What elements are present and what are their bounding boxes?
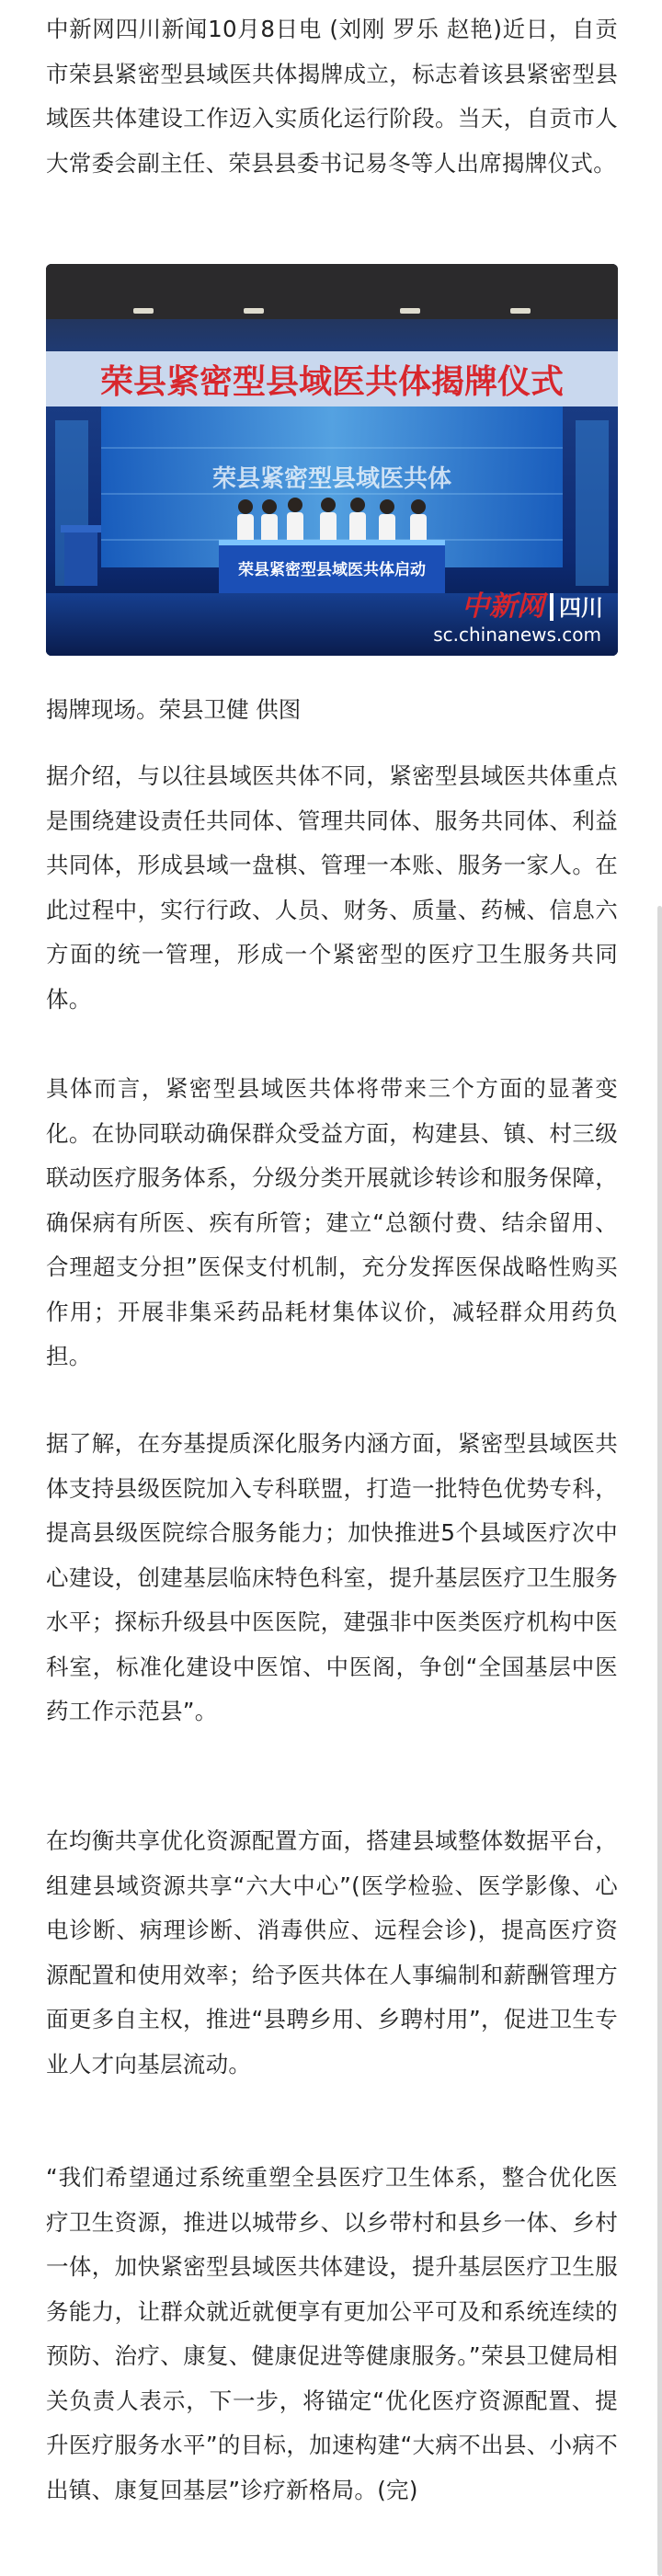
scrollbar[interactable] bbox=[657, 906, 662, 2576]
event-photo-scene bbox=[46, 264, 618, 656]
paragraph-4: 据了解，在夯基提质深化服务内涵方面，紧密型县域医共体支持县级医院加入专科联盟，打造一批特色优势专科，提高县级医院综合服务能力；加快推进5个县域医疗次中心建设，创建基层临床特色科室，提升基层医疗卫生服务水平；探标升级县中医医院，建强非中医类医疗机构中医科室，标准化建设中医馆、中医阁，争创“全国基层中医药工作示范县”。 bbox=[46, 1430, 618, 1724]
watermark-brand: 中新网 bbox=[462, 590, 544, 623]
paragraph-1: 中新网四川新闻10月8日电 (刘刚 罗乐 赵艳)近日，自贡市荣县紧密型县域医共体揭牌成立，标志着该县紧密型县域医共体建设工作迈入实质化运行阶段。当天，自贡市人大常委会副主任、荣县县委书记易冬等人出席揭牌仪式。 bbox=[46, 16, 618, 177]
paragraph-5: 在均衡共享优化资源配置方面，搭建县域整体数据平台，组建县域资源共享“六大中心”(医学检验、医学影像、心电诊断、病理诊断、消毒供应、远程会诊)，提高医疗资源配置和使用效率；给予医共体在人事编制和薪酬管理方面更多自主权，推进“县聘乡用、乡聘村用”，促进卫生专业人才向基层流动。 bbox=[46, 1827, 618, 2078]
paragraph-2: 据介绍，与以往县域医共体不同，紧密型县域医共体重点是围绕建设责任共同体、管理共同体、服务共同体、利益共同体，形成县域一盘棋、管理一本账、服务一家人。在此过程中，实行行政、人员、财务、质量、药械、信息六方面的统一管理，形成一个紧密型的医疗卫生服务共同体。 bbox=[46, 762, 618, 1013]
podium-text: 荣县紧密型县域医共体启动 bbox=[238, 561, 426, 579]
screen-text: 荣县紧密型县域医共体 bbox=[211, 465, 452, 493]
banner-text: 荣县紧密型县域医共体揭牌仪式 bbox=[99, 362, 565, 401]
paragraph-3: 具体而言，紧密型县域医共体将带来三个方面的显著变化。在协同联动确保群众受益方面，构建县、镇、村三级联动医疗服务体系，分级分类开展就诊转诊和服务保障，确保病有所医、疾有所管；建立“总额付费、结余留用、合理超支分担”医保支付机制，充分发挥医保战略性购买作用；开展非集采药品耗材集体议价，减轻群众用药负担。 bbox=[46, 1075, 618, 1369]
event-photo bbox=[46, 264, 618, 656]
watermark-region: 四川 bbox=[559, 595, 603, 621]
photo-caption: 揭牌现场。荣县卫健 供图 bbox=[46, 696, 302, 723]
watermark-url: sc.chinanews.com bbox=[433, 624, 601, 646]
paragraph-6: “我们希望通过系统重塑全县医疗卫生体系，整合优化医疗卫生资源，推进以城带乡、以乡带村和县乡一体、乡村一体，加快紧密型县域医共体建设，提升基层医疗卫生服务能力，让群众就近就便享有更加公平可及和系统连续的预防、治疗、康复、健康促进等健康服务。”荣县卫健局相关负责人表示，下一步，将锚定“优化医疗资源配置、提升医疗服务水平”的目标，加速构建“大病不出县、小病不出镇、康复回基层”诊疗新格局。(完) bbox=[46, 2164, 618, 2503]
